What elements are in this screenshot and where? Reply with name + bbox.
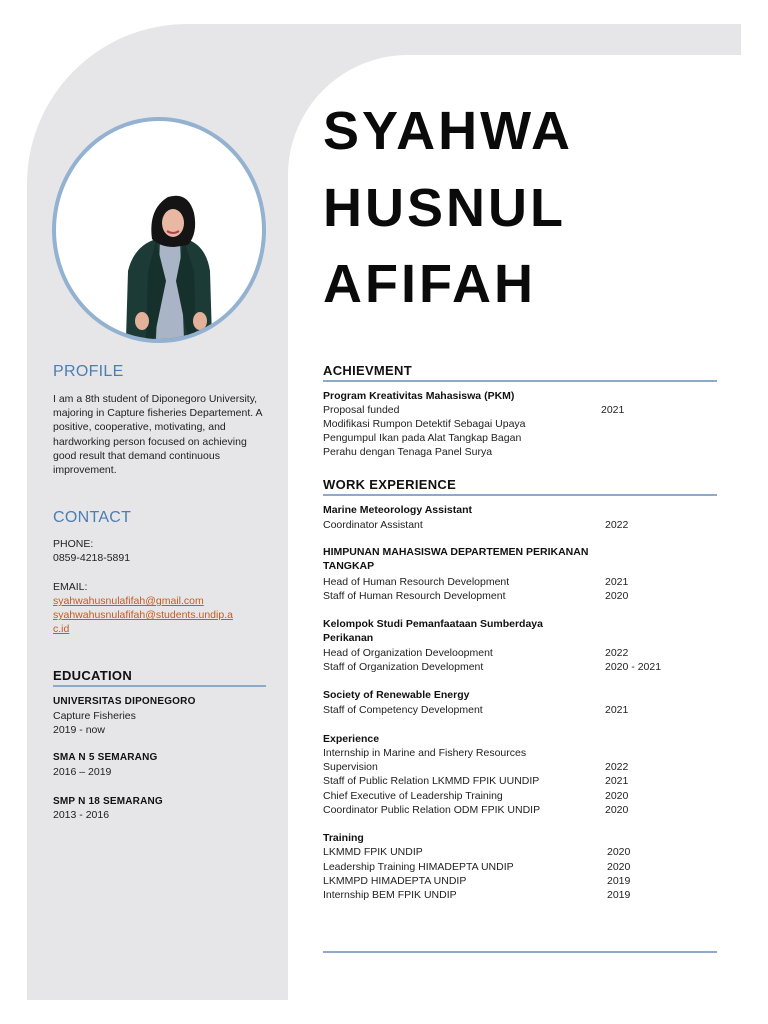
phone-number: 0859-4218-5891 [53, 552, 131, 564]
work-group-3-role-2: Staff of Organization Development [323, 661, 484, 673]
email-link-2-line-2[interactable]: c.id [53, 623, 70, 635]
profile-heading: PROFILE [53, 363, 124, 380]
work-group-5-year-2: 2021 [605, 775, 629, 787]
work-group-5-role-2: Staff of Public Relation LKMMD FPIK UUNDIP [323, 775, 540, 787]
work-group-3-title-1: Kelompok Studi Pemanfaataan Sumberdaya [323, 618, 543, 630]
training-year-3: 2019 [607, 875, 631, 887]
work-group-5-title: Experience [323, 733, 380, 745]
work-group-2-year-2: 2020 [605, 590, 629, 602]
education-years-3: 2013 - 2016 [53, 809, 110, 821]
education-school-2: SMA N 5 SEMARANG [53, 752, 158, 763]
education-rule [53, 685, 266, 687]
training-year-4: 2019 [607, 889, 631, 901]
education-school-1: UNIVERSITAS DIPONEGORO [53, 696, 196, 707]
work-group-3-year-1: 2022 [605, 647, 629, 659]
work-group-1-role-1: Coordinator Assistant [323, 519, 423, 531]
achievement-title: Program Kreativitas Mahasiswa (PKM) [323, 390, 515, 402]
achievement-line-2: Modifikasi Rumpon Detektif Sebagai Upaya [323, 418, 526, 430]
training-year-1: 2020 [607, 846, 631, 858]
work-rule [323, 494, 717, 496]
work-group-5-role-1b: Supervision [323, 761, 378, 773]
training-title: Training [323, 832, 364, 844]
name-line-2: HUSNUL [323, 178, 566, 238]
name-line-1: SYAHWA [323, 101, 574, 161]
education-major-1: Capture Fisheries [53, 710, 136, 722]
training-year-2: 2020 [607, 861, 631, 873]
achievement-heading: ACHIEVMENT [323, 363, 412, 378]
work-group-2-role-1: Head of Human Resourch Development [323, 576, 510, 588]
training-item-1: LKMMD FPIK UNDIP [323, 846, 423, 858]
achievement-year: 2021 [601, 404, 625, 416]
email-link-2-line-1[interactable]: syahwahusnulafifah@students.undip.a [53, 609, 233, 621]
work-group-1-year-1: 2022 [605, 519, 629, 531]
work-group-5-role-1a: Internship in Marine and Fishery Resources [323, 747, 527, 759]
work-group-3-title-2: Perikanan [323, 632, 374, 644]
contact-heading: CONTACT [53, 509, 132, 526]
person-illustration [56, 121, 262, 339]
achievement-rule [323, 380, 717, 382]
work-group-5-year-4: 2020 [605, 804, 629, 816]
work-group-1-title: Marine Meteorology Assistant [323, 504, 472, 516]
email-label: EMAIL: [53, 581, 88, 593]
work-group-5-role-4: Coordinator Public Relation ODM FPIK UNDIP [323, 804, 541, 816]
work-group-2-title-1: HIMPUNAN MAHASISWA DEPARTEMEN PERIKANAN [323, 546, 589, 558]
work-group-4-title: Society of Renewable Energy [323, 689, 470, 701]
education-years-1: 2019 - now [53, 724, 105, 736]
work-group-2-title-2: TANGKAP [323, 560, 375, 572]
work-group-3-role-1: Head of Organization Develoopment [323, 647, 493, 659]
training-item-4: Internship BEM FPIK UNDIP [323, 889, 457, 901]
work-heading: WORK EXPERIENCE [323, 477, 457, 492]
education-years-2: 2016 – 2019 [53, 766, 112, 778]
education-heading: EDUCATION [53, 668, 133, 683]
bottom-rule [323, 951, 717, 953]
work-group-4-year-1: 2021 [605, 704, 629, 716]
work-group-3-year-2: 2020 - 2021 [605, 661, 662, 673]
achievement-line-4: Perahu dengan Tenaga Panel Surya [323, 446, 493, 458]
training-item-2: Leadership Training HIMADEPTA UNDIP [323, 861, 514, 873]
work-group-2-year-1: 2021 [605, 576, 629, 588]
education-school-3: SMP N 18 SEMARANG [53, 796, 163, 807]
name-line-3: AFIFAH [323, 254, 536, 314]
achievement-line-1: Proposal funded [323, 404, 400, 416]
profile-photo [52, 117, 266, 343]
profile-text: I am a 8th student of Diponegoro University, majoring in Capture fisheries Departement. A positive, cooperative, motivating, and hardworking person focused on achieving good result that demand continuous improvement. [53, 393, 262, 477]
achievement-line-3: Pengumpul Ikan pada Alat Tangkap Bagan [323, 432, 522, 444]
training-item-3: LKMMPD HIMADEPTA UNDIP [323, 875, 467, 887]
email-link-1[interactable]: syahwahusnulafifah@gmail.com [53, 595, 204, 607]
work-group-5-role-3: Chief Executive of Leadership Training [323, 790, 503, 802]
work-group-4-role-1: Staff of Competency Development [323, 704, 483, 716]
phone-label: PHONE: [53, 538, 94, 550]
work-group-2-role-2: Staff of Human Resourch Development [323, 590, 506, 602]
work-group-5-year-3: 2020 [605, 790, 629, 802]
work-group-5-year-1: 2022 [605, 761, 629, 773]
